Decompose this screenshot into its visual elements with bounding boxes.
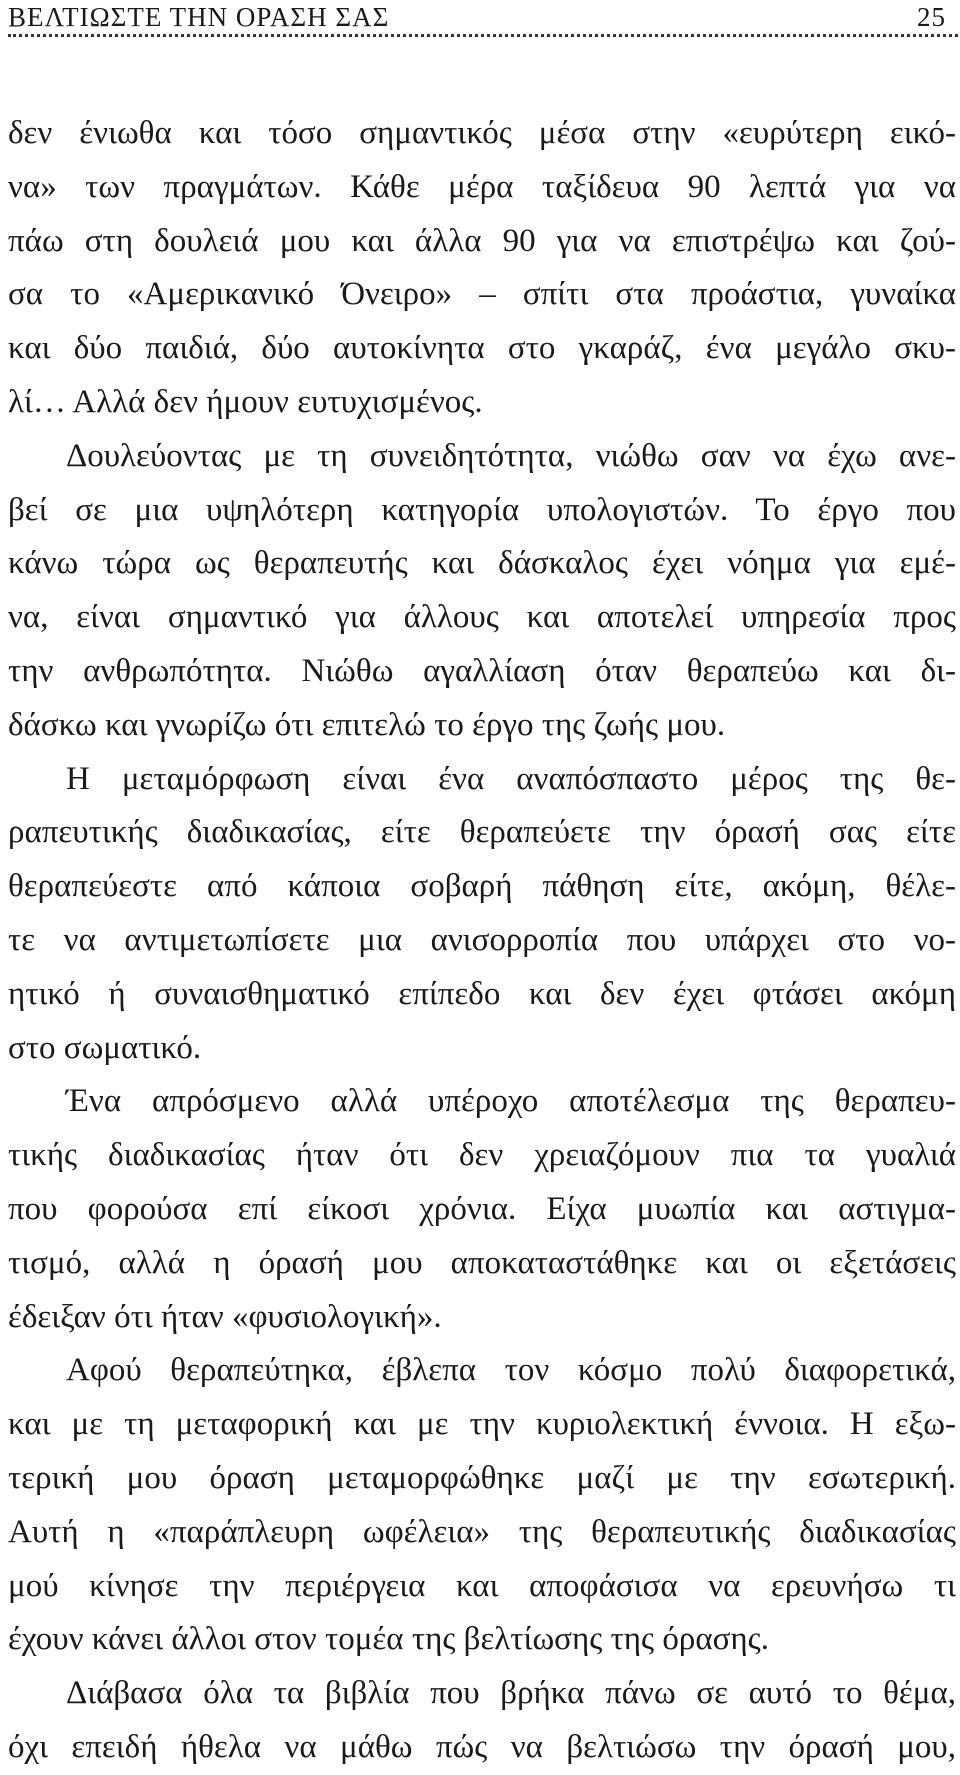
text-line: Διάβασα όλα τα βιβλία που βρήκα πάνω σε αυτό το θέμα, [66, 1675, 956, 1712]
text-line: και δύο παιδιά, δύο αυτοκίνητα στο γκαράζ, ένα μεγάλο σκυ- [8, 330, 956, 367]
text-line: θεραπεύεστε από κάποια σοβαρή πάθηση είτε, ακόμη, θέλε- [8, 868, 956, 905]
text-line: δεν ένιωθα και τόσο σημαντικός μέσα στην «ευρύτερη εικό- [8, 115, 956, 151]
text-line: μού κίνησε την περιέργεια και αποφάσισα να ερευνήσω τι [8, 1567, 956, 1604]
page-number: 25 [917, 2, 946, 32]
text-line: να, είναι σημαντικό για άλλους και αποτελεί υπηρεσία προς [8, 599, 956, 636]
text-line: την ανθρωπότητα. Νιώθω αγαλλίαση όταν θεραπεύω και δι- [8, 652, 956, 689]
running-header [8, 2, 958, 32]
dotted-rule [8, 34, 958, 37]
text-line: που φορούσα επί είκοσι χρόνια. Είχα μυωπία και αστιγμα- [8, 1190, 956, 1227]
text-line: δάσκω και γνωρίζω ότι επιτελώ το έργο της ζωής μου. [8, 706, 726, 743]
text-line: πάω στη δουλειά μου και άλλα 90 για να επιστρέψω και ζού- [8, 222, 956, 259]
text-line: ραπευτικής διαδικασίας, είτε θεραπεύετε την όρασή σας είτε [8, 814, 956, 851]
text-line: τε να αντιμετωπίσετε μια ανισορροπία που υπάρχει στο νο- [8, 921, 956, 958]
body-text [8, 107, 956, 1775]
text-line: βεί σε μια υψηλότερη κατηγορία υπολογιστών. Το έργο που [8, 491, 956, 528]
text-line: λί… Αλλά δεν ήμουν ευτυχισμένος. [8, 383, 483, 420]
text-line: σα το «Αμερικανικό Όνειρο» – σπίτι στα προάστια, γυναίκα [8, 276, 956, 313]
text-line: ητικό ή συναισθηματικό επίπεδο και δεν έχει φτάσει ακόμη [8, 975, 956, 1012]
text-line: τικής διαδικασίας ήταν ότι δεν χρειαζόμουν πια τα γυαλιά [8, 1137, 956, 1174]
text-line: να» των πραγμάτων. Κάθε μέρα ταξίδευα 90 λεπτά για να [8, 168, 956, 205]
text-line: τισμό, αλλά η όρασή μου αποκαταστάθηκε και οι εξετάσεις [8, 1244, 956, 1281]
text-line: τερική μου όραση μεταμορφώθηκε μαζί με την εσωτερική. [8, 1459, 956, 1496]
text-line: όχι επειδή ήθελα να μάθω πώς να βελτιώσω την όρασή μου, [8, 1728, 956, 1765]
text-line: έδειξαν ότι ήταν «φυσιολογική». [8, 1298, 442, 1335]
text-line: στο σωματικό. [8, 1029, 202, 1066]
book-page [8, 0, 958, 1765]
text-line: κάνω τώρα ως θεραπευτής και δάσκαλος έχει νόημα για εμέ- [8, 545, 956, 582]
text-line: Δουλεύοντας με τη συνειδητότητα, νιώθω σαν να έχω ανε- [66, 437, 956, 474]
running-title: ΒΕΛΤΙΩΣΤΕ ΤΗΝ ΟΡΑΣΗ ΣΑΣ [8, 2, 390, 32]
text-line: Η μεταμόρφωση είναι ένα αναπόσπαστο μέρος της θε- [66, 760, 956, 797]
text-line: Ένα απρόσμενο αλλά υπέροχο αποτέλεσμα της θεραπευ- [66, 1083, 956, 1120]
text-line: Αυτή η «παράπλευρη ωφέλεια» της θεραπευτικής διαδικασίας [8, 1513, 956, 1550]
text-line: έχουν κάνει άλλοι στον τομέα της βελτίωσης της όρασης. [8, 1621, 769, 1658]
text-line: και με τη μεταφορική και με την κυριολεκτική έννοια. Η εξω- [8, 1406, 956, 1443]
text-line: Αφού θεραπεύτηκα, έβλεπα τον κόσμο πολύ διαφορετικά, [66, 1352, 956, 1389]
